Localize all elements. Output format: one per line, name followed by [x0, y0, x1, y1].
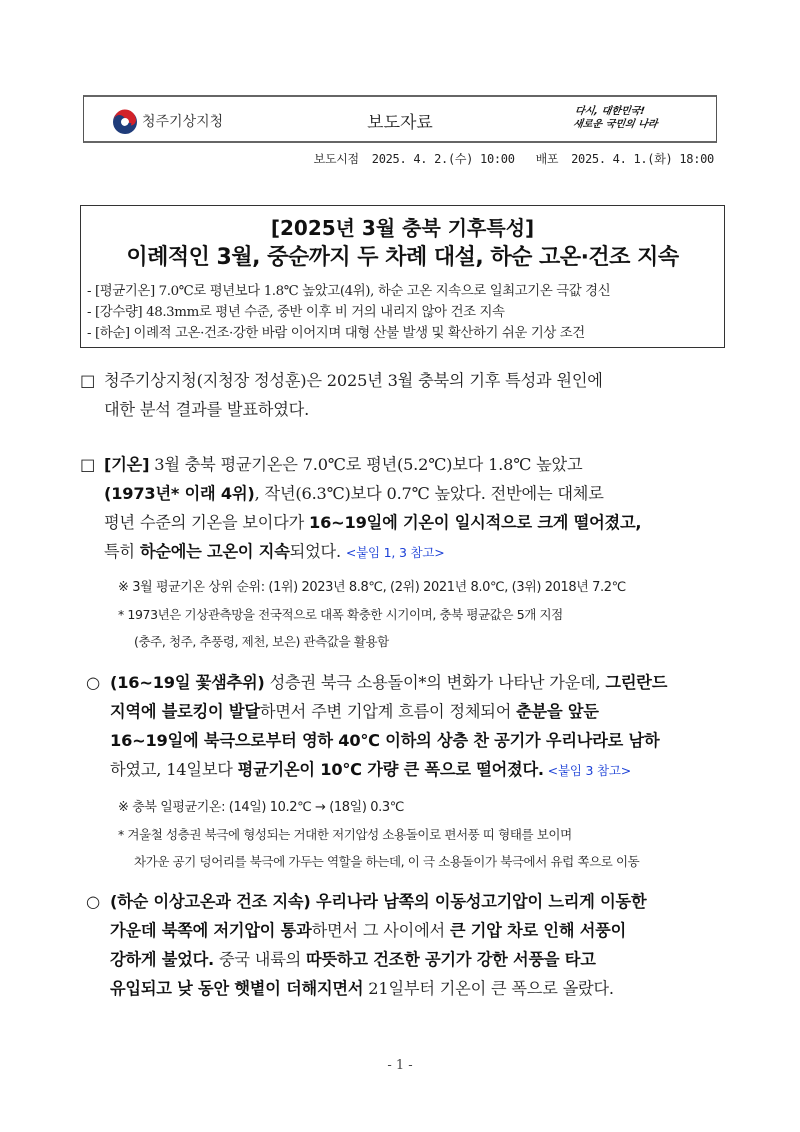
daily-temp-note: ※ 충북 일평균기온: (14일) 10.2℃ → (18일) 0.3℃ — [118, 800, 404, 815]
emphasis: 유입되고 낮 동안 햇볕이 더해지면서 — [110, 979, 364, 998]
text: 되었다. — [289, 542, 346, 561]
cold-snap-notes — [118, 794, 639, 875]
text: 특히 — [104, 542, 140, 561]
emphasis: 따뜻하고 건조한 공기가 강한 서풍을 타고 — [306, 950, 596, 969]
distribute-value: 2025. 4. 1.(화) 18:00 — [571, 152, 714, 166]
intro-paragraph — [80, 366, 730, 424]
emphasis: 큰 기압 차로 인해 서풍이 — [449, 921, 627, 940]
section-label: [기온] — [104, 455, 150, 474]
slogan-line-1: 다시, 대한민국! — [573, 106, 646, 117]
temperature-notes — [118, 574, 626, 655]
circle-marker-icon: ○ — [86, 673, 100, 692]
footnote: 차가운 공기 덩어리를 북극에 가두는 역할을 하는데, 이 극 소용돌이가 북극에서 유럽 쪽으로 이동 — [134, 854, 640, 869]
section-label: (16~19일 꽃샘추위) — [110, 673, 265, 692]
text: 하면서 그 사이에서 — [311, 921, 450, 940]
summary-bullets — [87, 281, 610, 344]
emphasis: 평균기온이 10℃ 가량 큰 폭으로 떨어졌다. — [237, 760, 544, 779]
org-name: 청주기상지청 — [142, 114, 224, 130]
section-label: (하순 이상고온과 건조 지속) 우리나라 남쪽의 이동성고기압이 느리게 이동한 — [110, 892, 647, 911]
page-title: 이례적인 3월, 중순까지 두 차례 대설, 하순 고온·건조 지속 — [126, 245, 679, 270]
emphasis: 그린란드 — [605, 673, 668, 692]
text: 성층권 북극 소용돌이*의 변화가 나타난 가운데, — [264, 673, 606, 692]
emphasis: 16~19일에 기온이 일시적으로 크게 떨어졌고, — [309, 513, 642, 532]
attachment-reference-link[interactable]: <붙임 3 참고> — [543, 763, 632, 778]
page-number: - 1 - — [387, 1058, 413, 1073]
heat-drought-section — [86, 887, 736, 1003]
release-schedule — [308, 150, 714, 167]
summary-bullet: - [강수량] 48.3mm로 평년 수준, 중반 이후 비 거의 내리지 않아 건조 지속 — [87, 305, 505, 320]
circle-marker-icon: ○ — [86, 892, 100, 911]
rank-text: (1973년* 이래 4위) — [104, 484, 255, 503]
release-label: 보도시점 — [313, 152, 359, 166]
rank-note: ※ 3월 평균기온 상위 순위: (1위) 2023년 8.8℃, (2위) 2021년 8.0℃, (3위) 2018년 7.2℃ — [118, 580, 626, 595]
text: 평년 수준의 기온을 보이다가 — [104, 513, 310, 532]
header-box — [83, 95, 717, 143]
attachment-reference-link[interactable]: <붙임 1, 3 참고> — [345, 545, 445, 560]
cold-snap-section — [86, 668, 736, 785]
text: 하였고, 14일보다 — [110, 760, 238, 779]
emphasis: 가운데 북쪽에 저기압이 통과 — [110, 921, 312, 940]
emphasis: 하순에는 고온이 지속 — [139, 542, 290, 561]
temperature-section — [80, 450, 730, 567]
footnote: * 겨울철 성층권 북극에 형성되는 거대한 저기압성 소용돌이로 편서풍 띠 형태를 보이며 — [118, 827, 572, 842]
footnote: * 1973년은 기상관측망을 전국적으로 대폭 확충한 시기이며, 충북 평균값은 5개 지점 — [118, 607, 563, 622]
text: 3월 충북 평균기온은 7.0℃로 평년(5.2℃)보다 1.8℃ 높았고 — [149, 455, 583, 474]
title-subtitle: [2025년 3월 충북 기후특성] — [270, 216, 535, 240]
text: 하면서 주변 기압계 흐름이 정체되어 — [259, 702, 517, 721]
distribute-label: 배포 — [535, 152, 559, 166]
emphasis: 16~19일에 북극으로부터 영하 40℃ 이하의 상층 찬 공기가 우리나라로 남하 — [110, 731, 660, 750]
checkbox-marker-icon: □ — [80, 455, 96, 474]
slogan-line-2: 새로운 국민의 나라 — [572, 119, 658, 130]
checkbox-marker-icon: □ — [80, 371, 96, 390]
emphasis: 춘분을 앞둔 — [516, 702, 599, 721]
text: 중국 내륙의 — [214, 950, 307, 969]
text: 21일부터 기온이 큰 폭으로 올랐다. — [363, 979, 614, 998]
emphasis: 지역에 블로킹이 발달 — [110, 702, 260, 721]
summary-bullet: - [평균기온] 7.0℃로 평년보다 1.8℃ 높았고(4위), 하순 고온 지속으로 일최고기온 극값 경신 — [87, 284, 611, 299]
footnote: (충주, 청주, 추풍령, 제천, 보은) 관측값을 활용함 — [134, 634, 389, 649]
title-box — [80, 205, 725, 348]
summary-bullet: - [하순] 이례적 고온·건조·강한 바람 이어지며 대형 산불 발생 및 확산하기 쉬운 기상 조건 — [87, 326, 585, 341]
intro-line: 대한 분석 결과를 발표하였다. — [104, 400, 310, 419]
slogan — [572, 105, 660, 131]
emphasis: 강하게 불었다. — [110, 950, 215, 969]
intro-line: 청주기상지청(지청장 정성훈)은 2025년 3월 충북의 기후 특성과 원인에 — [104, 371, 603, 390]
document-type: 보도자료 — [367, 113, 433, 133]
text: , 작년(6.3℃)보다 0.7℃ 높았다. 전반에는 대체로 — [254, 484, 604, 503]
release-value: 2025. 4. 2.(수) 10:00 — [371, 152, 515, 166]
